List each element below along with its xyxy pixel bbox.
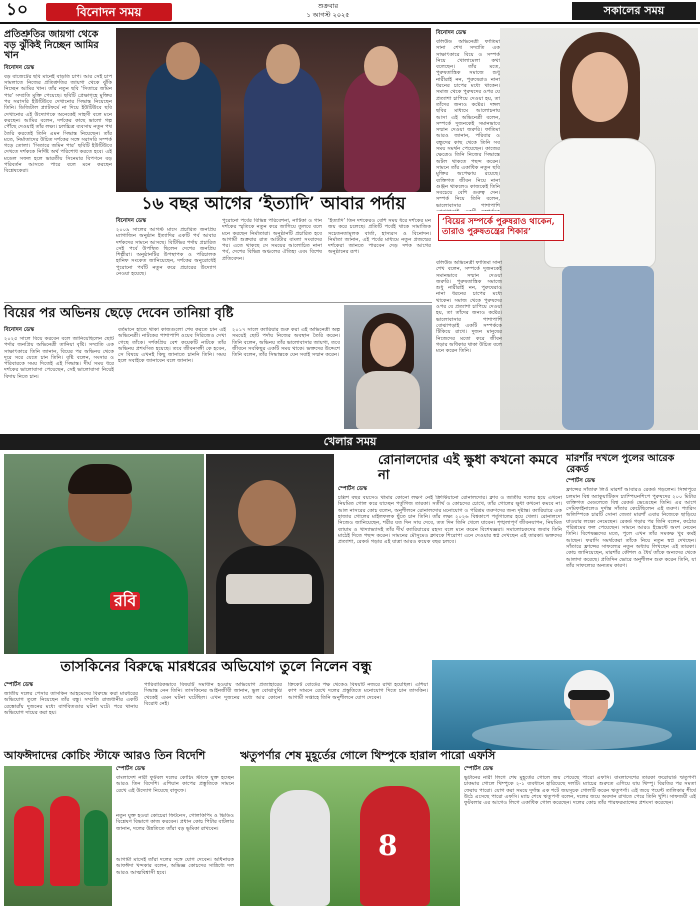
afeida-headline: আফঈদাদের কোচিং স্টাফে আরও তিন বিদেশি xyxy=(4,749,206,762)
fatima-text-top xyxy=(436,30,500,212)
taskin-headline: তাসকিনের বিরুদ্ধে মারধরের অভিযোগ তুলে নিলেন বন্ধু xyxy=(60,659,372,675)
ronaldo-headline: রোনালদোর এই ক্ষুধা কখনো কমবে না xyxy=(378,453,558,483)
afeida-text-3: আগামী মাসেই তাঁরা দলের সঙ্গে যোগ দেবেন। অধিনায়ক আফঈদা খন্দকার বলেন, অভিজ্ঞ কোচদের সান্নিধ্যে দল আরও আত্মবিশ্বাসী হবে। xyxy=(116,857,234,876)
afeida-text-1: বাংলাদেশ নারী ফুটবল দলের কোচিং স্টাফে যুক্ত হচ্ছেন আরও তিন বিদেশি। এশিয়ান কাপের প্রস্তুতিকে সামনে রেখে এই উদ্যোগ নিয়েছে বাফুফে। xyxy=(116,775,234,794)
ityadi-body xyxy=(116,218,431,298)
fatima-quote: ‘বিয়ের সম্পর্কে পুরুষরাও থাকেন, তারাও পুরুষতন্ত্রের শিকার’ xyxy=(438,214,564,241)
ritu-desk: স্পোর্টস ডেস্ক xyxy=(464,766,493,772)
taskin-text-1: জাতীয় দলের পেসার তাসকিন আহমেদের বিরুদ্ধে করা মারধরের অভিযোগ তুলে নিয়েছেন তাঁর বন্ধু। সম্প্রতি রাজধানীর একটি রেস্তোরাঁয় দুজনের মধ্যে বাগবিতণ্ডার ঘটনা ঘটে। পরে থানায় অভিযোগ দায়ের করা হয়। xyxy=(4,691,138,716)
sponsor-logo: রবি xyxy=(110,592,140,610)
press-photo xyxy=(206,454,334,654)
taskin-col-1 xyxy=(4,682,138,743)
host-head-left xyxy=(166,42,200,80)
water-splash xyxy=(472,720,672,750)
ityadi-desk: বিনোদন ডেস্ক xyxy=(116,218,147,224)
newspaper-logo xyxy=(572,2,696,20)
tania-text-1: ২০২৫ সালে বিয়ে করবেন বলে জানিয়েছিলেন ছোট পর্দার জনপ্রিয় অভিনেত্রী তানিয়া বৃষ্টি। সম্প্রতি এক সাক্ষাৎকারে তিনি জানান, বিয়ের পর অভিনয় থেকে দূরে সরে যেতে চান তিনি। বৃষ্টি বলেন, সংসার ও পরিবারকে সময় দিতেই এই সিদ্ধান্ত। দীর্ঘ সময় ধরে দর্শকের ভালোবাসা পেয়েছেন, সেই ভালোবাসা নিয়েই বিদায় নিতে চান। xyxy=(4,336,114,380)
fatima-desk: বিনোদন ডেস্ক xyxy=(436,30,467,36)
player-figure-1 xyxy=(14,806,44,886)
fatima-story xyxy=(436,28,698,430)
ityadi-headline: ১৬ বছর আগের ‘ইত্যাদি’ আবার পর্দায় xyxy=(141,194,406,214)
ronaldo-story xyxy=(338,454,562,659)
marchand-body: ফ্রান্সের সাঁতারু লিওঁ মারশাঁ আবারও রেকর্ড গড়লেন। সিঙ্গাপুরে চলমান বিশ্ব অ্যাকুয়াটিকস চ্যাম্পিয়নশিপে পুরুষদের ২০০ মিটার ব্যক্তিগত মেডলেতে বিশ্ব রেকর্ড ভেঙেছেন তিনি। এর আগে সেমিফাইনালেও দুর্দান্ত সাঁতার কেটেছিলেন এই তরুণ। প্যারিস অলিম্পিকে চারটি সোনা জেতা মারশাঁ এবার নিজেকে ছাড়িয়ে যাওয়ার লক্ষ্যে নেমেছেন। রেকর্ড গড়ার পর তিনি বলেন, কঠোর পরিশ্রমের ফল পেয়েছেন। সামনে আরও ইভেন্টে অংশ নেবেন তিনি। বিশেষজ্ঞদের মতে, পুলে এখন তাঁর সমকক্ষ খুব কমই আছেন। ফরাসি সমর্থকেরা তাঁকে নিয়ে নতুন স্বপ্ন দেখছেন। সাঁতারে ফ্রান্সের সাফল্যের নতুন অধ্যায় লিখছেন এই তারকা। কোচ জানিয়েছেন, মারশাঁর কৌশল ও ধৈর্য তাঁকে অন্যদের থেকে আলাদা করেছে। প্রতিদিন ভোরে অনুশীলন শুরু করেন তিনি, যা তাঁর সাফল্যের অন্যতম কারণ। xyxy=(566,487,696,569)
ronaldo-desk: স্পোর্টস ডেস্ক xyxy=(338,486,367,493)
tania-text-3: ২০১৭ সালে ক্যারিয়ার শুরু করা এই অভিনেত্রী অল্প সময়েই ছোট পর্দায় নিজের অবস্থান তৈরি করেন। তিনি বলেন, অভিনয় তাঁর ভালোবাসার জায়গা, তবে জীবনে সবকিছুর একটি সময় থাকে। ভক্তদের উদ্দেশে তিনি বলেন, তাঁর সিদ্ধান্তকে যেন সবাই সম্মান করেন। xyxy=(232,327,340,359)
ityadi-col-1 xyxy=(116,218,216,291)
tania-col-1 xyxy=(4,327,114,424)
taskin-text-3: ক্রিকেট বোর্ডের পক্ষ থেকেও বিষয়টি নজরে রাখা হয়েছিল। এশিয়া কাপ সামনে রেখে দলের প্রস্তুতিতে মনোযোগ দিতে চান তাসকিন। আগামী সপ্তাহে তিনি অনুশীলনে যোগ দেবেন। xyxy=(288,682,428,701)
aamir-body: বড় বাজেটের ছবি মানেই বাড়তি চাপ। আর সেই চাপ সামলাতে নিজের প্রতিশ্রুতির জায়গা থেকে ঝুঁকি নিচ্ছেন আমির খান। তাঁর নতুন ছবি ‘সিতারে জমিন পার’ সম্প্রতি মুক্তি পেয়েছে। ছবিটি প্রেক্ষাগৃহে মুক্তির পর সরাসরি ইউটিউবে দেখানোর সিদ্ধান্ত নিয়েছেন তিনি। ডিজিটাল প্ল্যাটফর্মে না দিয়ে ইউটিউবে ছবি দেখানোর এই উদ্যোগকে অনেকেই সাহসী বলে মনে করছেন। আমির বলেন, দর্শকের কাছে ভালো গল্প পৌঁছে দেওয়াই তাঁর লক্ষ্য। চলচ্চিত্র ব্যবসায় নতুন পথ তৈরি করতেই তিনি এমন সিদ্ধান্ত নিয়েছেন। তাঁর মতে, নির্মাতাদের উচিত দর্শকের সঙ্গে সরাসরি সম্পর্ক গড়ে তোলা। ‘সিতারে জমিন পার’ ছবিটি ইউটিউবে দেখতে দর্শককে নির্দিষ্ট অর্থ পরিশোধ করতে হবে। এই মডেল সফল হলে ভারতীয় সিনেমার বিপণনে বড় পরিবর্তন আসতে পারে বলে মনে করছেন বিশ্লেষকেরা। xyxy=(4,73,112,175)
taskin-hair xyxy=(68,464,132,494)
microphones xyxy=(226,574,312,604)
press-head xyxy=(238,480,296,546)
ritu-player xyxy=(270,790,330,906)
fatima-body-more: বলিউড অভিনেত্রী ফাতিমা সানা শেখ বলেন, সম্পর্কে দুজনকেই সমানভাবে সম্মান দেওয়া জরুরি। পুরুষতান্ত্রিক সমাজে শুধু নারীরাই নন, পুরুষেরাও নানা ধরনের চাপের মধ্যে থাকেন। সমাজ থেকে পুরুষদের ওপর যে প্রত্যাশা চাপিয়ে দেওয়া হয়, তা তাঁদের জন্যও কষ্টের। ভালোবাসার পাশাপাশি বোঝাপড়াই একটি সম্পর্ককে টিকিয়ে রাখে। দুজন মানুষের নিজেদের মতো করে জীবন গড়ার অধিকার থাকা উচিত বলে মনে করেন তিনি। xyxy=(436,260,502,355)
aamir-story xyxy=(4,30,112,188)
jersey-number: 8 xyxy=(378,829,398,862)
afeida-photo xyxy=(4,766,112,906)
ityadi-text-2: পুরোনো পর্বের বিভিন্ন পরিবেশনা, নাটিকা ও গান দর্শকের স্মৃতিকে নতুন করে জাগিয়ে তুলবে বলে মনে করছেন নির্মাতারা। অনুষ্ঠানটি প্রচারিত হবে আগামী শুক্রবার রাত আটটার বাংলা সংবাদের পর। এতে থাকছে সে সময়ের আলোচিত নানা পর্ব, দেশের বিভিন্ন অঞ্চলের ঐতিহ্য এবং বিশেষ প্রতিবেদন। xyxy=(222,218,322,262)
swimmer-goggles xyxy=(568,690,610,700)
fatima-top xyxy=(544,138,656,268)
ritu-headline: ঋতুপর্ণার শেষ মুহূর্তের গোলে থিম্পুকে হারাল পারো এফসি xyxy=(240,749,496,762)
afeida-text-2: নতুন যুক্ত হওয়া কোচেরা ফিটনেস, গোলকিপিং ও ভিডিও বিশ্লেষণ বিভাগে কাজ করবেন। প্রধান কোচ পিটার বাটলার জানান, দলের উন্নতিতে তাঁরা বড় ভূমিকা রাখবেন। xyxy=(116,813,234,832)
day-label: শুক্রবার xyxy=(317,2,339,10)
taskin-photo xyxy=(4,454,204,654)
ityadi-text-3: ‘ইত্যাদি’ তিন দশকেরও বেশি সময় ধরে দর্শকের মন জয় করে চলেছে। প্রতিটি পর্বেই থাকে সামাজিক সচেতনতামূলক বার্তা, হাস্যরস ও বিনোদন। নির্মাতা জানান, এই পর্বের মাধ্যমে নতুন প্রজন্মের দর্শকেরা জানতে পারবেন দেড় দশক আগের অনুষ্ঠানের রূপ। xyxy=(328,218,431,256)
aamir-headline: প্রতিশ্রুতির জায়গা থেকে বড় ঝুঁকিই নিচ্ছেন আমির খান xyxy=(4,29,99,62)
ritu-photo xyxy=(240,766,460,906)
afeida-body xyxy=(116,766,234,906)
tania-face xyxy=(370,323,406,367)
taskin-body xyxy=(4,682,428,744)
tania-text-2: বর্তমানে হাতে থাকা কাজগুলো শেষ করতে চান এই অভিনেত্রী। নাটকের পাশাপাশি ওয়েব সিরিজেও দেখা গেছে তাঁকে। দর্শকপ্রিয় বেশ কয়েকটি নাটকে তাঁর অভিনয় প্রশংসিত হয়েছে। তবে জীবনসঙ্গী কে হবেন, সে বিষয়ে এখনই কিছু জানাতে চাননি তিনি। সময় হলে সবাইকে জানাবেন বলে জানান। xyxy=(118,327,226,365)
logo-text: সকালের সময় xyxy=(603,4,665,17)
date-label: ১ আগস্ট ২০২৫ xyxy=(306,11,350,19)
player-figure-2 xyxy=(50,796,80,886)
host-head-center xyxy=(266,44,300,84)
tania-photo xyxy=(344,305,432,429)
ityadi-photo xyxy=(116,28,431,192)
marchand-desk: স্পোর্টস ডেস্ক xyxy=(566,478,595,485)
dateline xyxy=(268,2,388,20)
ityadi-text-1: ২০০৯ সালের আগস্ট মাসে প্রচারিত জনপ্রিয় ম্যাগাজিন অনুষ্ঠান ইত্যাদির একটি পর্ব আবার দর্শকদের সামনে আসছে। বিটিভির পর্দায় প্রচারিত সেই পর্বে উপস্থিত ছিলেন দেশের জনপ্রিয় শিল্পীরা। অনুষ্ঠানটির উপস্থাপক ও পরিচালক হানিফ সংকেত জানিয়েছেন, দর্শকের অনুরোধেই পুরোনো পর্বটি নতুন করে প্রচারের উদ্যোগ নেওয়া হয়েছে। xyxy=(116,227,216,278)
aamir-desk: বিনোদন ডেস্ক xyxy=(4,64,35,71)
sports-section-title: খেলার সময় xyxy=(323,435,377,448)
swimmer-photo xyxy=(432,660,696,750)
host-head-right xyxy=(364,46,398,86)
host-figure-right xyxy=(344,68,420,192)
marchand-story xyxy=(566,454,696,659)
section-banner xyxy=(46,3,172,21)
fatima-body: বলিউড অভিনেত্রী ফাতিমা সানা শেখ সম্প্রতি এক সাক্ষাৎকারে বিয়ে ও সম্পর্ক নিয়ে খোলামেলা কথা বলেছেন। তাঁর মতে, পুরুষতান্ত্রিক সমাজে শুধু নারীরাই নন, পুরুষেরাও নানা ধরনের চাপের মধ্যে থাকেন। সমাজ থেকে পুরুষদের ওপর যে প্রত্যাশা চাপিয়ে দেওয়া হয়, তা তাঁদের জন্যও কষ্টের। দঙ্গল ছবির মাধ্যমে আলোচনায় আসা এই অভিনেত্রী বলেন, সম্পর্কে দুজনকেই সমানভাবে সম্মান দেওয়া জরুরি। ফাতিমা আরও জানান, পরিবার ও বন্ধুদের কাছ থেকে তিনি সব সময় সমর্থন পেয়েছেন। কাজের ক্ষেত্রেও তিনি নিজের সিদ্ধান্তে অটল থাকতে পছন্দ করেন। সামনে তাঁর একাধিক নতুন ছবি মুক্তির অপেক্ষায় রয়েছে। ব্যক্তিগত জীবন নিয়ে নানা গুঞ্জন থাকলেও কাজকেই তিনি সবচেয়ে বেশি গুরুত্ব দেন। সম্পর্ক নিয়ে তিনি বলেন, ভালোবাসার পাশাপাশি xyxy=(436,39,500,209)
marchand-headline: মারশাঁর দখলে পুলের আরেক রেকর্ড xyxy=(566,453,675,475)
player-figure-3 xyxy=(84,810,108,886)
fatima-jeans xyxy=(562,266,654,430)
fatima-face xyxy=(572,52,628,122)
tania-desk: বিনোদন ডেস্ক xyxy=(4,327,35,333)
afeida-desk: স্পোর্টস ডেস্ক xyxy=(116,766,145,772)
ritu-body xyxy=(464,766,696,906)
tania-story xyxy=(4,302,432,430)
masthead xyxy=(0,0,700,24)
taskin-text-2: পারিবারিকভাবে বিষয়টি সমাধান হওয়ায় অভিযোগ প্রত্যাহারের সিদ্ধান্ত নেন তিনি। তাসকিনের আইনজীবী জানান, ভুল বোঝাবুঝি থেকেই এমন ঘটনা ঘটেছিল। এখন দুজনের মধ্যে আর কোনো বিরোধ নেই। xyxy=(144,682,282,707)
tania-headline: বিয়ের পর অভিনয় ছেড়ে দেবেন তানিয়া বৃষ্টি xyxy=(4,306,234,321)
taskin-desk: স্পোর্টস ডেস্ক xyxy=(4,682,33,688)
taskin-jersey xyxy=(18,546,188,654)
ritu-text: ভুটানের নারী লিগে শেষ মুহূর্তের গোলে জয় পেয়েছে পারো এফসি। বাংলাদেশের তারকা ফরোয়ার্ড ঋতুপর্ণা চাকমার গোলে থিম্পুকে ২-১ ব্যবধানে হারিয়েছে দলটি। ম্যাচের শুরুতে এগিয়ে যায় থিম্পু। বিরতির পর সমতা ফেরায় পারো। যোগ করা সময়ে দুর্দান্ত এক শটে জয়সূচক গোলটি করেন ঋতুপর্ণা। এই জয়ে পয়েন্ট তালিকার শীর্ষে উঠে এসেছে পারো এফসি। ম্যাচ শেষে ঋতুপর্ণা বলেন, দলের জয়ে অবদান রাখতে পেরে তিনি খুশি। সাফজয়ী এই ফুটবলার এর আগেও লিগে একাধিক গোল করেছেন। দলের কোচ তাঁর পারফরম্যান্সের প্রশংসা করেছেন। xyxy=(464,775,696,807)
tania-dress xyxy=(356,371,420,429)
section-title: বিনোদন সময় xyxy=(76,5,142,19)
page-number: ১০ xyxy=(6,0,29,20)
ronaldo-body: চল্লিশ বছর বয়সেও থামার কোনো লক্ষণ নেই ক্রিস্টিয়ানো রোনালদোর। ক্লাব ও জাতীয় দলের হয়ে এখনো নিয়মিত গোল করে যাচ্ছেন পর্তুগিজ তারকা। সতীর্থ ও কোচদের চোখে, তাঁর গোলের ক্ষুধা কখনো কমবে না। আল নাসরের কোচ বলেন, অনুশীলনে রোনালদোর মনোযোগ ও পরিশ্রম তরুণদের জন্য দৃষ্টান্ত। ক্যারিয়ারে এক হাজার গোলের মাইলফলক ছুঁতে চান তিনি। তাঁর লক্ষ্য ২০২৬ বিশ্বকাপে পর্তুগালের হয়ে খেলা। রোনালদো নিজেও জানিয়েছেন, শরীর যত দিন সায় দেবে, তত দিন তিনি খেলে যাবেন। শৃঙ্খলাপূর্ণ জীবনযাপন, নিয়মিত ব্যায়াম ও খাদ্যাভ্যাসই তাঁর দীর্ঘ ক্যারিয়ারের রহস্য বলে মনে করেন বিশেষজ্ঞরা। সমালোচকদের জবাব তিনি মাঠেই দিতে পছন্দ করেন। সামনের মৌসুমেও ক্লাবকে শিরোপা এনে দেওয়ার স্বপ্ন দেখছেন এই তারকা। ভক্তদের প্রত্যাশা, রেকর্ড গড়ার এই যাত্রা আরও কয়েক বছর চলবে। xyxy=(338,495,562,546)
sports-section-bar xyxy=(0,434,700,450)
